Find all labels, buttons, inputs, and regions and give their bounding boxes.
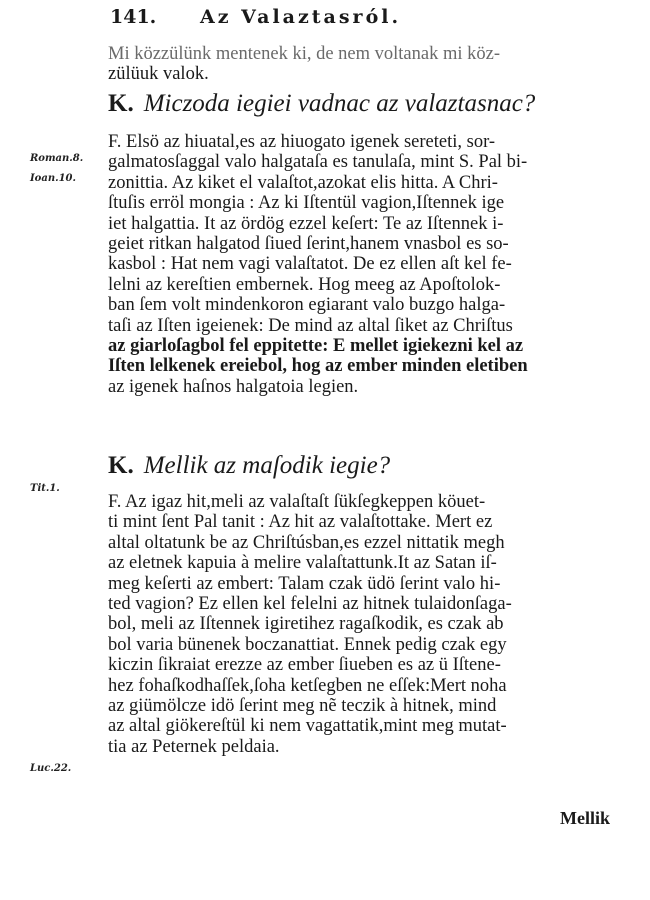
text-line: ted vagion? Ez ellen kel felelni az hitnek tulaidonſaga- xyxy=(108,593,512,614)
text-line: hez fohaſkodhaſſek,ſoha ketſegben ne eſſek:Mert noha xyxy=(108,675,507,696)
page-number: 141. xyxy=(110,6,157,28)
page-header xyxy=(110,6,630,36)
running-head: Az Valaztasról. xyxy=(200,6,402,28)
text-line: ſtuſis erröl mongia : Az ki Iſtentül vagion,Iſtennek ige xyxy=(108,193,505,214)
margin-note-line: Roman.8. xyxy=(30,153,84,164)
text-line: az altal giökereſtül ki nem vagattatik,mint meg mutat- xyxy=(108,716,507,737)
text-line: zonittia. Az kiket el valaſtot,azokat elis hitta. A Chri- xyxy=(108,172,498,193)
question-text: Miczoda iegiei vadnac az valaztasnac? xyxy=(143,90,536,117)
text-line: altal oltatunk be az Chriſtúsban,es ezzel nittatik megh xyxy=(108,532,505,553)
margin-note-luc xyxy=(30,762,71,775)
question-text: Mellik az maſodik iegie? xyxy=(143,452,391,479)
text-line: F. Elsö az hiuatal,es az hiuogato igenek sereteti, sor- xyxy=(108,132,496,152)
text-line: bol, meli az Iſtennek igiretihez ragaſkodik, es czak ab xyxy=(108,614,504,635)
text-line: Iſten lelkenek ereiebol, hog az ember minden eletiben xyxy=(108,356,528,377)
text-line: geiet ritkan halgatod ſiued ſerint,hanem vnasbol es so- xyxy=(108,233,509,254)
text-line: kiczin ſikraiat erezze az ember ſiueben es az ü Iſtene- xyxy=(108,655,501,676)
text-line: ban ſem volt mindenkoron egiarant valo buzgo halga- xyxy=(108,295,506,316)
question-heading-1 xyxy=(108,90,628,118)
text-line: az giarloſagbol fel eppitette: E mellet igiekezni kel az xyxy=(108,335,524,356)
text-line: bol varia bünenek boczanattiat. Ennek pedig czak egy xyxy=(108,634,507,655)
margin-note-roman xyxy=(30,152,83,165)
text-line: meg keſerti az embert: Talam czak üdö ſerint valo hi- xyxy=(108,573,501,594)
text-line: galmatosſaggal valo halgataſa es tanulaſa, mint S. Pal bi- xyxy=(108,152,528,173)
margin-note-line: Luc.22. xyxy=(30,763,72,774)
text-line: tia az Peternek peldaia. xyxy=(108,736,280,757)
text-block-2 xyxy=(108,132,628,397)
text-line: lelni az kereſtien embernek. Hog meeg az Apoſtolok- xyxy=(108,274,501,295)
question-marker: K. xyxy=(108,90,134,117)
text-line: kasbol : Hat nem vagi valaſtatot. De ez ellen aſt kel fe- xyxy=(108,254,512,275)
text-line: taſi az Iſten igeienek: De mind az altal ſiket az Chriſtus xyxy=(108,315,513,336)
margin-note-ioan xyxy=(30,172,76,185)
catchword: Mellik xyxy=(560,808,610,828)
question-marker: K. xyxy=(108,452,134,479)
text-line: ti mint ſent Pal tanit : Az hit az valaſtottake. Mert ez xyxy=(108,512,493,533)
text-line: F. Az igaz hit,meli az valaſtaſt ſükſegkeppen köuet- xyxy=(108,492,486,512)
margin-note-line: Ioan.10. xyxy=(30,173,76,184)
question-heading-2 xyxy=(108,452,628,480)
text-line: Mi közzülünk mentenek ki, de nem voltanak mi köz- xyxy=(108,44,500,64)
text-line: az igenek haſnos halgatoia legien. xyxy=(108,376,359,397)
text-block-3 xyxy=(108,492,628,757)
text-line: az eletnek kapuia à melire valaſtattunk.It az Satan iſ- xyxy=(108,553,497,574)
text-line: az giümölcze idö ſerint meg nẽ teczik à hitnek, mind xyxy=(108,695,497,716)
margin-note-tit xyxy=(30,482,60,495)
margin-note-line: Tit.1. xyxy=(30,483,60,494)
text-block-1 xyxy=(108,44,628,85)
text-line: zülüuk valok. xyxy=(108,64,209,85)
text-line: iet halgattia. It az ördög ezzel keſert: Te az Iſtennek i- xyxy=(108,213,504,234)
